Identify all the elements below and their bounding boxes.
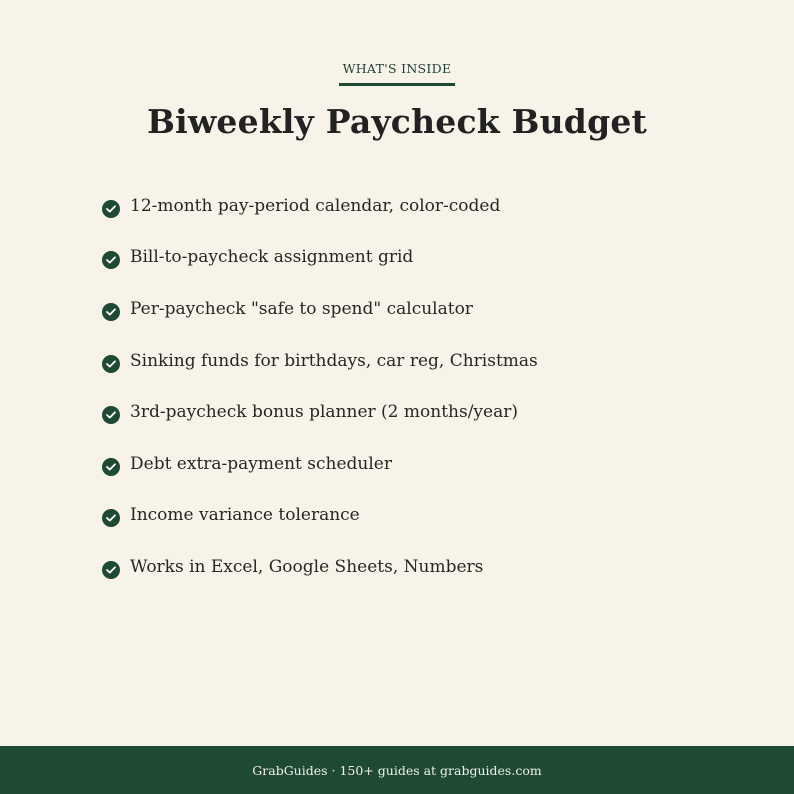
feature-text: Works in Excel, Google Sheets, Numbers bbox=[130, 556, 484, 577]
list-item bbox=[102, 283, 538, 335]
check-circle-icon bbox=[102, 355, 120, 373]
feature-text: 12-month pay-period calendar, color-coded bbox=[130, 195, 501, 216]
list-item bbox=[102, 335, 538, 387]
list-item bbox=[102, 541, 538, 593]
check-circle-icon bbox=[102, 561, 120, 579]
check-circle-icon bbox=[102, 303, 120, 321]
feature-text: Bill-to-paycheck assignment grid bbox=[130, 247, 414, 268]
page-title: Biweekly Paycheck Budget bbox=[147, 102, 647, 141]
check-circle-icon bbox=[102, 509, 120, 527]
feature-list bbox=[102, 180, 538, 593]
feature-text: 3rd-paycheck bonus planner (2 months/year) bbox=[130, 402, 518, 423]
eyebrow bbox=[0, 58, 794, 86]
check-circle-icon bbox=[102, 251, 120, 269]
check-circle-icon bbox=[102, 200, 120, 218]
feature-text: Income variance tolerance bbox=[130, 505, 360, 526]
list-item bbox=[102, 386, 538, 438]
list-item bbox=[102, 490, 538, 542]
footer-text: GrabGuides · 150+ guides at grabguides.com bbox=[252, 762, 542, 778]
feature-text: Debt extra-payment scheduler bbox=[130, 453, 392, 474]
eyebrow-label: WHAT'S INSIDE bbox=[339, 61, 456, 86]
feature-text: Per-paycheck "safe to spend" calculator bbox=[130, 298, 473, 319]
list-item bbox=[102, 180, 538, 232]
check-circle-icon bbox=[102, 458, 120, 476]
feature-text: Sinking funds for birthdays, car reg, Christmas bbox=[130, 350, 538, 371]
check-circle-icon bbox=[102, 406, 120, 424]
list-item bbox=[102, 232, 538, 284]
list-item bbox=[102, 438, 538, 490]
footer-bar bbox=[0, 746, 794, 794]
